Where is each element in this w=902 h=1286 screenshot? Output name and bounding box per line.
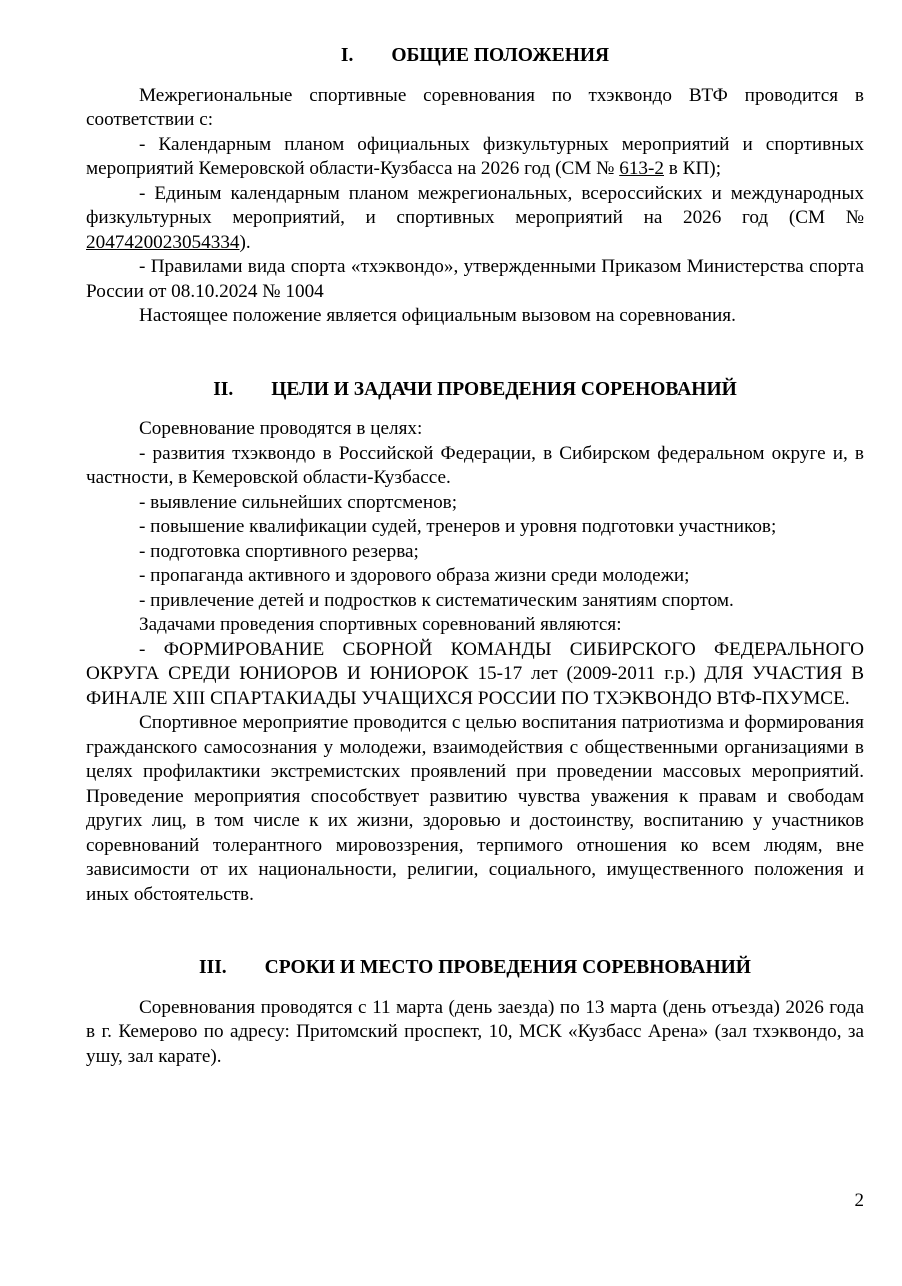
section-1-heading	[86, 44, 864, 69]
section-3-number: III.	[199, 957, 227, 978]
section-1-item-1-number: 613-2	[619, 158, 664, 179]
section-1-item-2	[86, 182, 864, 256]
goal-item: - выявление сильнейших спортсменов;	[139, 491, 458, 513]
section-1-item-2-text: - Единым календарным планом межрегиональных, всероссийских и международных физкультурных мероприятий, и спортивных мероприятий на 2026 год (СМ №	[86, 182, 864, 228]
section-2-intro: Соревнование проводятся в целях:	[139, 418, 423, 439]
section-3-title: СРОКИ И МЕСТО ПРОВЕДЕНИЯ СОРЕВНОВАНИЙ	[264, 957, 751, 978]
goal-item: - развития тхэквондо в Российской Федерации, в Сибирском федеральном округе и, в частности, в Кемеровской области-Кузбассе.	[86, 442, 864, 488]
section-2-purpose: Спортивное мероприятие проводится с целью воспитания патриотизма и формирования гражданского самосознания у молодежи, взаимодействия с общественными организациями в целях профилактики экстремистских проявлений при проведении массовых мероприятий. Проведение мероприятия способствует развитию чувства уважения к правам и свободам других лиц, в том числе к их жизни, здоровью и достоинству, воспитанию у участников соревнований толерантного мировоззрения, терпимого отношения ко всем людям, вне зависимости от их национальности, религии, социального, имущественного положения и иных обстоятельств.	[86, 712, 864, 905]
section-1-item-1-tail: в КП);	[664, 158, 722, 179]
section-2-number: II.	[213, 378, 234, 400]
section-2-title: ЦЕЛИ И ЗАДАЧИ ПРОВЕДЕНИЯ СОРЕНОВАНИЙ	[271, 378, 737, 400]
goal-item: - пропаганда активного и здорового образа жизни среди молодежи;	[139, 565, 690, 586]
section-1-closing: Настоящее положение является официальным вызовом на соревнования.	[139, 305, 736, 326]
section-1-item-2-number: 2047420023054334	[86, 231, 240, 253]
section-1-intro: Межрегиональные спортивные соревнования по тхэквондо ВТФ проводится в соответствии с:	[86, 84, 864, 130]
page-number: 2	[854, 1190, 864, 1211]
section-2-heading	[86, 378, 864, 403]
section-2-tasks-intro: Задачами проведения спортивных соревнований являются:	[139, 614, 622, 635]
section-1-item-1	[86, 133, 864, 182]
section-3-heading	[86, 956, 864, 981]
section-2-task: - ФОРМИРОВАНИЕ СБОРНОЙ КОМАНДЫ СИБИРСКОГО ФЕДЕРАЛЬНОГО ОКРУГА СРЕДИ ЮНИОРОВ И ЮНИОРОК 15-17 лет (2009-2011 г.р.) ДЛЯ УЧАСТИЯ В ФИНАЛЕ XIII СПАРТАКИАДЫ УЧАЩИХСЯ РОССИИ ПО ТХЭКВОНДО ВТФ-ПХУМСЕ.	[86, 638, 864, 709]
document-page	[86, 40, 864, 1069]
section-1-item-2-tail: ).	[239, 231, 251, 253]
section-3-text: Соревнования проводятся с 11 марта (день заезда) по 13 марта (день отъезда) 2026 года в г. Кемерово по адресу: Притомский проспект, 10, МСК «Кузбасс Арена» (зал тхэквондо, за ушу, зал карате).	[86, 996, 864, 1067]
goal-item: - привлечение детей и подростков к систематическим занятиям спортом.	[139, 589, 734, 611]
goal-item: - повышение квалификации судей, тренеров и уровня подготовки участников;	[139, 516, 777, 537]
section-1-number: I.	[340, 45, 354, 66]
section-1-title: ОБЩИЕ ПОЛОЖЕНИЯ	[391, 45, 610, 66]
goal-item: - подготовка спортивного резерва;	[139, 540, 419, 562]
section-1-item-3: - Правилами вида спорта «тхэквондо», утвержденными Приказом Министерства спорта России от 08.10.2024 № 1004	[86, 256, 864, 302]
section-1-item-1-text: - Календарным планом официальных физкультурных мероприятий и спортивных мероприятий Кемеровской области-Кузбасса на 2026 год (СМ №	[86, 133, 864, 179]
